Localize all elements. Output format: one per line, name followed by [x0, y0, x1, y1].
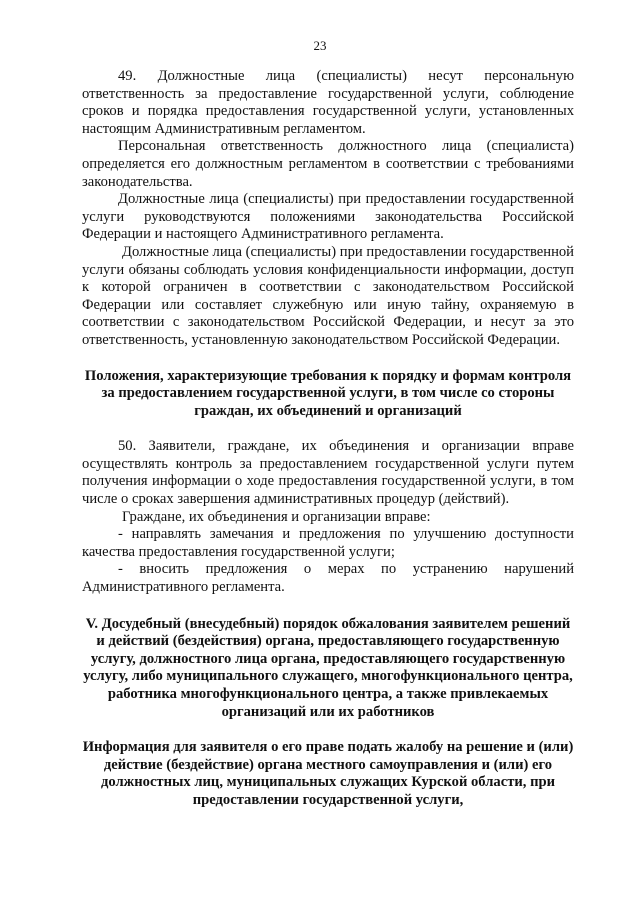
paragraph-50: 50. Заявители, граждане, их объединения и организации вправе осуществлять контроль за предоставлением государственной услуги путем получения информации о ходе предоставления государственной услуги, в том числе о сроках завершения административных процедур (действий).: [82, 438, 574, 508]
list-item-proposals: - вносить предложения о мерах по устранению нарушений Административного регламента.: [82, 561, 574, 596]
page-number: 23: [313, 38, 327, 53]
document-body: [82, 68, 574, 810]
paragraph-49: 49. Должностные лица (специалисты) несут персональную ответственность за предоставление государственной услуги, соблюдение сроков и порядка предоставления государственной услуги, установленных настоящим Административным регламентом.: [82, 68, 574, 137]
section-heading-complaint-info: Информация для заявителя о его праве подать жалобу на решение и (или) действие (бездействие) органа местного самоуправления и (или) его должностных лиц, муниципальных служащих Курской области, при предоставлении государственной услуги,: [82, 739, 574, 808]
paragraph-officials-guided: Должностные лица (специалисты) при предоставлении государственной услуги руководствуются положениями законодательства Российской Федерации и настоящего Административного регламента.: [82, 191, 574, 243]
section-heading-control: Положения, характеризующие требования к порядку и формам контроля за предоставлением государственной услуги, в том числе со стороны граждан, их объединений и организаций: [84, 367, 572, 419]
paragraph-personal-responsibility: Персональная ответственность должностного лица (специалиста) определяется его должностным регламентом в соответствии с требованиями законодательства.: [82, 138, 574, 190]
section-heading-v: V. Досудебный (внесудебный) порядок обжалования заявителем решений и действий (бездействия) органа, предоставляющего государственную услугу, должностного лица органа, предоставляющего государственную услугу, либо муниципального служащего, многофункционального центра, работника многофункционального центра, а также привлекаемых организаций или их работников: [83, 615, 573, 720]
paragraph-confidentiality: Должностные лица (специалисты) при предоставлении государственной услуги обязаны соблюдать условия конфиденциальности информации, доступ к которой ограничен в соответствии с законодательством Российской Федерации или составляет служебную или иную тайну, охраняемую в соответствии с законодательством Российской Федерации, и несут за это ответственность, установленную законодательством Российской Федерации.: [82, 243, 574, 348]
list-item-remarks: - направлять замечания и предложения по улучшению доступности качества предоставления государственной услуги;: [82, 526, 574, 560]
paragraph-citizens-entitled: Граждане, их объединения и организации вправе:: [122, 508, 431, 525]
